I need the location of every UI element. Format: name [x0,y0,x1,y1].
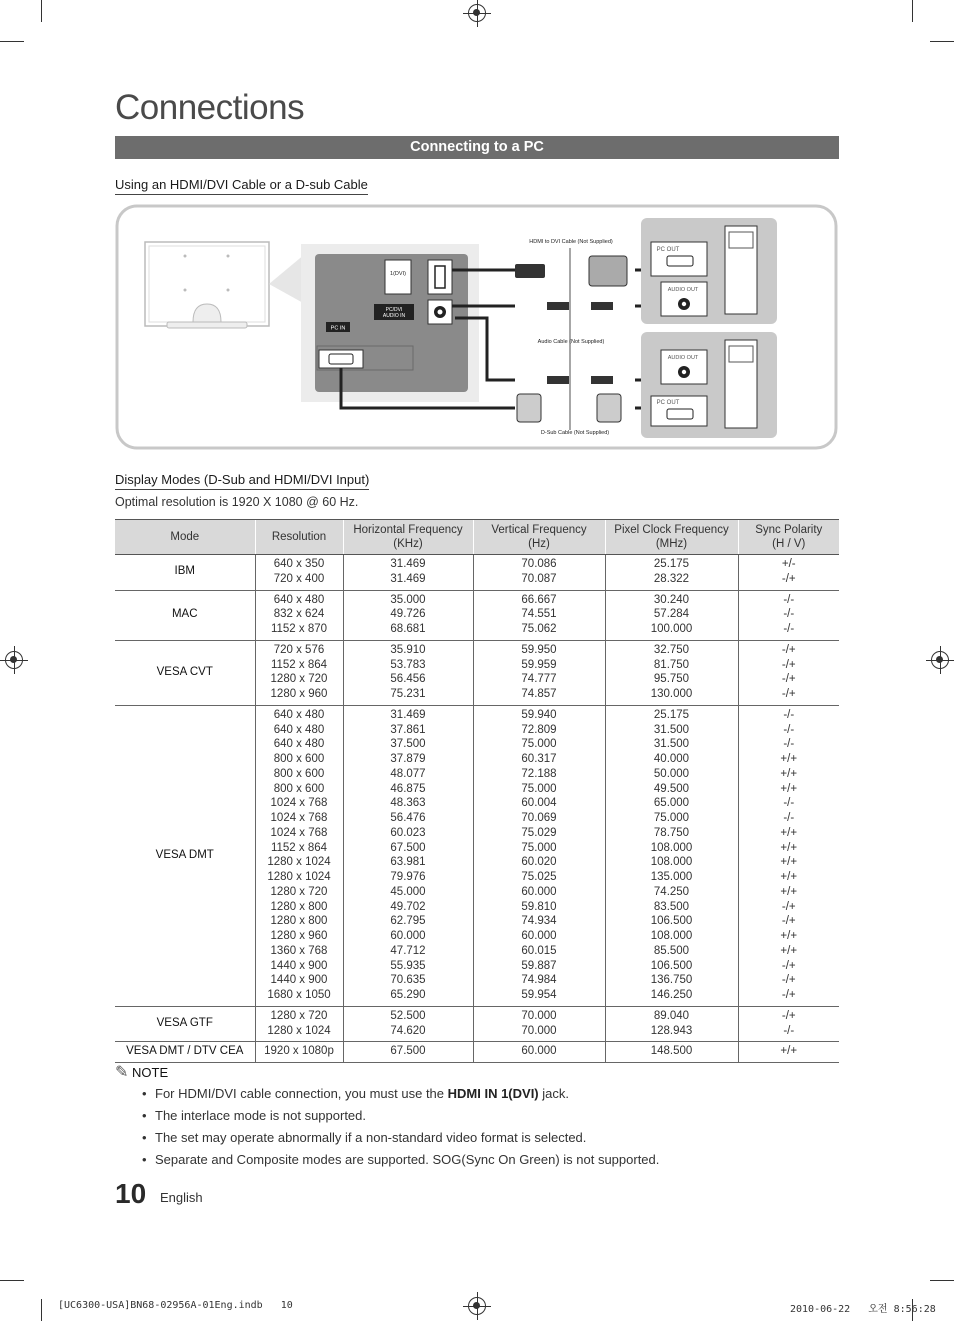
mode-cell: VESA CVT [115,640,255,705]
registration-mark-icon [468,1297,486,1315]
page-language: English [160,1190,203,1205]
pixel-clock-cell: 32.750 81.750 95.750 130.000 [605,640,738,705]
sync-polarity-cell: -/+ -/+ -/+ -/+ [738,640,839,705]
bullet-icon: • [142,1086,147,1101]
optimal-resolution-text: Optimal resolution is 1920 X 1080 @ 60 Hz. [115,495,359,509]
sync-polarity-cell: +/+ [738,1042,839,1063]
resolution-cell: 1280 x 720 1280 x 1024 [255,1006,343,1042]
column-header: Mode [115,520,255,555]
resolution-cell: 1920 x 1080p [255,1042,343,1063]
hfreq-cell: 52.500 74.620 [343,1006,473,1042]
bullet-icon: • [142,1108,147,1123]
hfreq-cell: 31.469 37.861 37.500 37.879 48.077 46.875 48.363 56.476 60.023 67.500 63.981 79.976 45.000 49.702 62.795 60.000 47.712 55.935 70.635 65.290 [343,705,473,1006]
resolution-cell: 720 x 576 1152 x 864 1280 x 720 1280 x 960 [255,640,343,705]
audio-port-label-1: PC/DVI [385,307,403,313]
resolution-cell: 640 x 480 640 x 480 640 x 480 800 x 600 800 x 600 800 x 600 1024 x 768 1024 x 768 1024 x 768 1152 x 864 1280 x 1024 1280 x 1024 1280 x 720 1280 x 800 1280 x 800 1280 x 960 1360 x 768 1440 x 900 1440 x 900 1680 x 1050 [255,705,343,1006]
sync-polarity-cell: +/- -/+ [738,555,839,591]
pc1-out-label: PC OUT [656,247,680,253]
table-row [115,1042,839,1063]
vfreq-cell: 70.086 70.087 [473,555,605,591]
column-header: Pixel Clock Frequency (MHz) [605,520,738,555]
table-row [115,1006,839,1042]
bullet-icon: • [142,1152,147,1167]
table-row [115,640,839,705]
note-item [142,1152,659,1167]
mode-cell: VESA GTF [115,1006,255,1042]
modes-subheading: Display Modes (D-Sub and HDMI/DVI Input) [115,472,369,490]
crop-mark [0,41,24,42]
mode-cell: MAC [115,590,255,640]
sync-polarity-cell: -/- -/- -/- +/+ +/+ +/+ -/- -/- +/+ +/+ +/+ +/+ +/+ -/+ -/+ +/+ +/+ -/+ -/+ -/+ [738,705,839,1006]
vfreq-cell: 60.000 [473,1042,605,1063]
sync-polarity-cell: -/- -/- -/- [738,590,839,640]
hfreq-cell: 35.910 53.783 56.456 75.231 [343,640,473,705]
column-header: Horizontal Frequency (KHz) [343,520,473,555]
note-label: NOTE [132,1065,169,1080]
note-text: For HDMI/DVI cable connection, you must use the [155,1086,448,1101]
display-modes-table [115,519,839,1063]
pc2-out-label: PC OUT [656,400,680,406]
crop-mark [41,0,42,22]
audio-port-label-2: AUDIO IN [382,313,406,319]
crop-mark [930,1280,954,1281]
footer-timestamp: 2010-06-22 오전 8:56:28 [790,1304,936,1315]
crop-mark [41,1299,42,1321]
note-emphasis: HDMI IN 1(DVI) [447,1086,539,1101]
page-number: 10 [115,1178,147,1209]
sync-polarity-cell: -/+ -/- [738,1006,839,1042]
hfreq-cell: 67.500 [343,1042,473,1063]
hfreq-cell: 35.000 49.726 68.681 [343,590,473,640]
table-header-row [115,520,839,555]
tv-icon [145,242,269,328]
pc1-audio-label: AUDIO OUT [667,287,699,293]
column-header: Resolution [255,520,343,555]
audio-cable-label: Audio Cable (Not Supplied) [537,339,605,345]
registration-mark-icon [5,651,23,669]
vfreq-cell: 66.667 74.551 75.062 [473,590,605,640]
mode-cell: VESA DMT [115,705,255,1006]
pixel-clock-cell: 89.040 128.943 [605,1006,738,1042]
registration-mark-icon [468,4,486,22]
dsub-cable-label: D-Sub Cable (Not Supplied) [540,430,610,436]
pc2-audio-label: AUDIO OUT [667,355,699,361]
note-item [142,1086,569,1101]
hdmi-port-label: 1(DVI) [390,271,406,277]
note-item [142,1130,586,1145]
pixel-clock-cell: 25.175 31.500 31.500 40.000 50.000 49.500 65.000 75.000 78.750 108.000 108.000 135.000 74.250 83.500 106.500 108.000 85.500 106.500 136.750 146.250 [605,705,738,1006]
column-header: Sync Polarity (H / V) [738,520,839,555]
mode-cell: VESA DMT / DTV CEA [115,1042,255,1063]
pixel-clock-cell: 148.500 [605,1042,738,1063]
vfreq-cell: 59.940 72.809 75.000 60.317 72.188 75.000 60.004 70.069 75.029 75.000 60.020 75.025 60.000 59.810 74.934 60.000 60.015 59.887 74.984 59.954 [473,705,605,1006]
section-heading: Connecting to a PC [115,136,839,159]
vfreq-cell: 70.000 70.000 [473,1006,605,1042]
note-item [142,1108,366,1123]
crop-mark [930,41,954,42]
note-text: The interlace mode is not supported. [155,1108,367,1123]
table-row [115,705,839,1006]
bullet-icon: • [142,1130,147,1145]
resolution-cell: 640 x 480 832 x 624 1152 x 870 [255,590,343,640]
pc-in-label: PC IN [330,325,346,332]
hfreq-cell: 31.469 31.469 [343,555,473,591]
footer-file-info: [UC6300-USA]BN68-02956A-01Eng.indb 10 [58,1300,293,1311]
pixel-clock-cell: 25.175 28.322 [605,555,738,591]
mode-cell: IBM [115,555,255,591]
page-title: Connections [115,88,305,127]
column-header: Vertical Frequency (Hz) [473,520,605,555]
note-text: jack. [538,1086,569,1101]
vfreq-cell: 59.950 59.959 74.777 74.857 [473,640,605,705]
note-text: Separate and Composite modes are supported. SOG(Sync On Green) is not supported. [155,1152,660,1167]
registration-mark-icon [931,651,949,669]
pixel-clock-cell: 30.240 57.284 100.000 [605,590,738,640]
table-row [115,590,839,640]
note-heading [115,1062,168,1082]
crop-mark [912,0,913,22]
note-text: The set may operate abnormally if a non-standard video format is selected. [155,1130,587,1145]
hdmi-cable-label: HDMI to DVI Cable (Not Supplied) [529,239,613,245]
table-row [115,555,839,591]
pencil-icon: ✎ [115,1064,129,1081]
connection-diagram [115,204,838,450]
resolution-cell: 640 x 350 720 x 400 [255,555,343,591]
cable-subheading: Using an HDMI/DVI Cable or a D-sub Cable [115,177,368,195]
crop-mark [0,1280,24,1281]
